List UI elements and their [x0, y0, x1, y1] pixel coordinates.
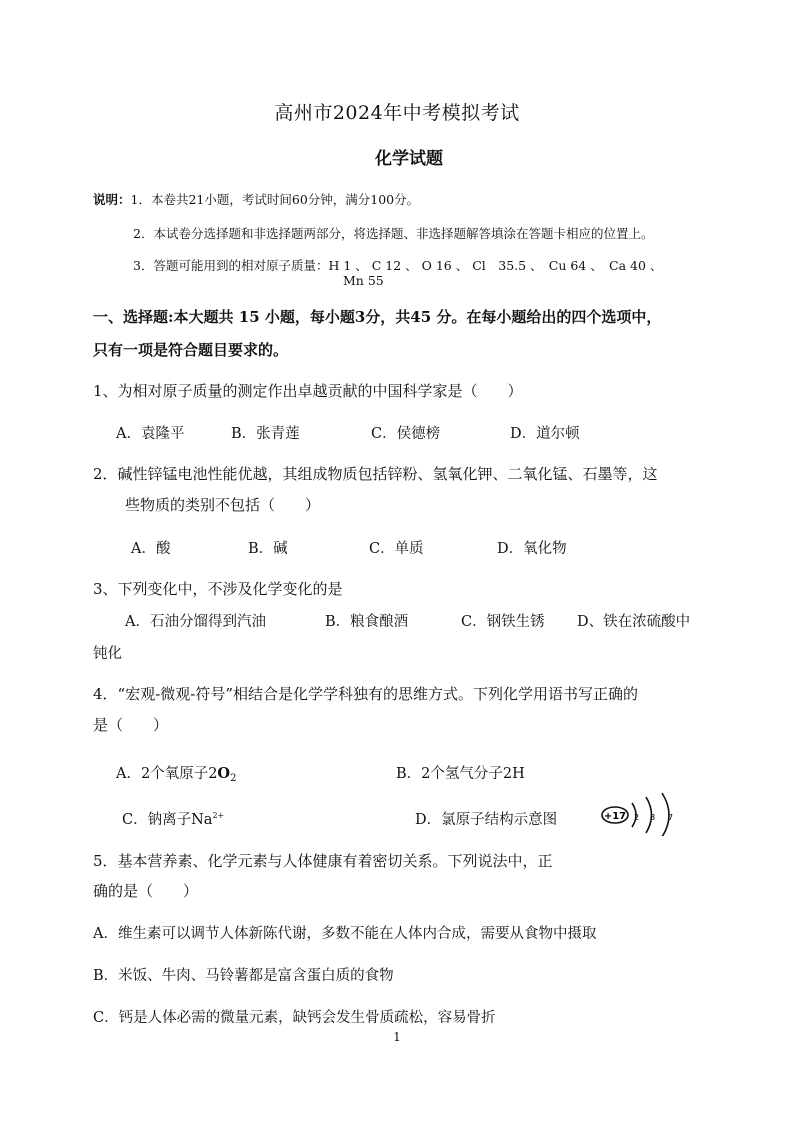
- q2-option-d: D．氧化物: [497, 541, 567, 557]
- section-heading-line-1: 一、选择题:本大题共 15 小题，每小题3分，共45 分。在每小题给出的四个选项中，: [93, 308, 662, 326]
- chlorine-atom-structure-diagram: [600, 790, 684, 836]
- question-5-stem-line-2: 确的是（ ）: [93, 882, 199, 900]
- note-3: 3．答题可能用到的相对原子质量：H 1 、 C 12 、 O 16 、 Cl 35.5 、 Cu 64 、 Ca 40 、: [133, 258, 663, 273]
- q3-option-c: C．钢铁生锈: [461, 614, 545, 630]
- q1-option-c: C．侯德榜: [371, 426, 441, 442]
- question-3-stem: 3、下列变化中，不涉及化学变化的是: [93, 580, 343, 598]
- atom-shell-3-electrons: 7: [668, 813, 674, 822]
- q3-option-d-continued: 钝化: [93, 646, 122, 662]
- q5-option-a: A．维生素可以调节人体新陈代谢，多数不能在人体内合成，需要从食物中摄取: [93, 926, 597, 942]
- q4-option-c: [122, 808, 224, 829]
- note-1: 1．本卷共21小题，考试时间60分钟，满分100分。: [130, 192, 420, 207]
- q5-option-b: B．米饭、牛肉、马铃薯都是富含蛋白质的食物: [93, 968, 394, 984]
- q1-option-b: B．张青莲: [231, 426, 300, 442]
- page-number: 1: [393, 1030, 401, 1044]
- q2-option-a: A．酸: [131, 541, 171, 557]
- section-heading-line-2: 只有一项是符合题目要求的。: [93, 341, 289, 359]
- q4-option-d: D．氯原子结构示意图: [415, 812, 558, 828]
- atom-nucleus-label: +17: [603, 811, 627, 822]
- page-title: 高州市2024年中考模拟考试: [274, 102, 520, 124]
- notes-line-1: [93, 190, 419, 208]
- page-subtitle: 化学试题: [375, 149, 443, 169]
- question-2-stem-line-1: 2．碱性锌锰电池性能优越，其组成物质包括锌粉、氢氧化钾、二氧化锰、石墨等，这: [93, 465, 658, 483]
- atom-shell-2-electrons: 8: [650, 813, 656, 822]
- q4-option-a-subscript: 2: [230, 773, 237, 784]
- q4-option-c-text: C．钠离子Na: [122, 812, 213, 828]
- note-3-continued: Mn 55: [343, 273, 384, 288]
- q3-option-d: D、铁在浓硫酸中: [577, 614, 691, 630]
- q2-option-b: B．碱: [248, 541, 288, 557]
- q1-option-d: D．道尔顿: [510, 426, 580, 442]
- question-2-stem-line-2: 些物质的类别不包括（ ）: [125, 496, 321, 514]
- note-2: 2．本试卷分选择题和非选择题两部分，将选择题、非选择题解答填涂在答题卡相应的位置上。: [133, 226, 654, 241]
- question-1-stem: 1、为相对原子质量的测定作出卓越贡献的中国科学家是（ ）: [93, 382, 523, 400]
- atom-shell-1-electrons: 2: [634, 813, 640, 822]
- question-4-stem-line-2: 是（ ）: [93, 716, 169, 734]
- q3-option-a: A．石油分馏得到汽油: [125, 614, 266, 630]
- q4-option-a: [116, 762, 236, 784]
- question-5-stem-line-1: 5．基本营养素、化学元素与人体健康有着密切关系。下列说法中，正: [93, 852, 553, 870]
- question-4-stem-line-1: 4．“宏观-微观-符号”相结合是化学学科独有的思维方式。下列化学用语书写正确的: [93, 685, 639, 703]
- q3-option-b: B．粮食酿酒: [325, 614, 409, 630]
- notes-label: 说明：: [93, 192, 131, 207]
- q4-option-a-symbol: O: [217, 765, 231, 782]
- q2-option-c: C．单质: [369, 541, 424, 557]
- q4-option-b: B．2个氢气分子2H: [396, 766, 525, 782]
- q5-option-c: C．钙是人体必需的微量元素，缺钙会发生骨质疏松，容易骨折: [93, 1010, 496, 1026]
- q4-option-a-text: A．2个氧原子2: [116, 766, 218, 782]
- q1-option-a: A．袁隆平: [116, 426, 185, 442]
- q4-option-c-superscript: 2+: [212, 811, 225, 820]
